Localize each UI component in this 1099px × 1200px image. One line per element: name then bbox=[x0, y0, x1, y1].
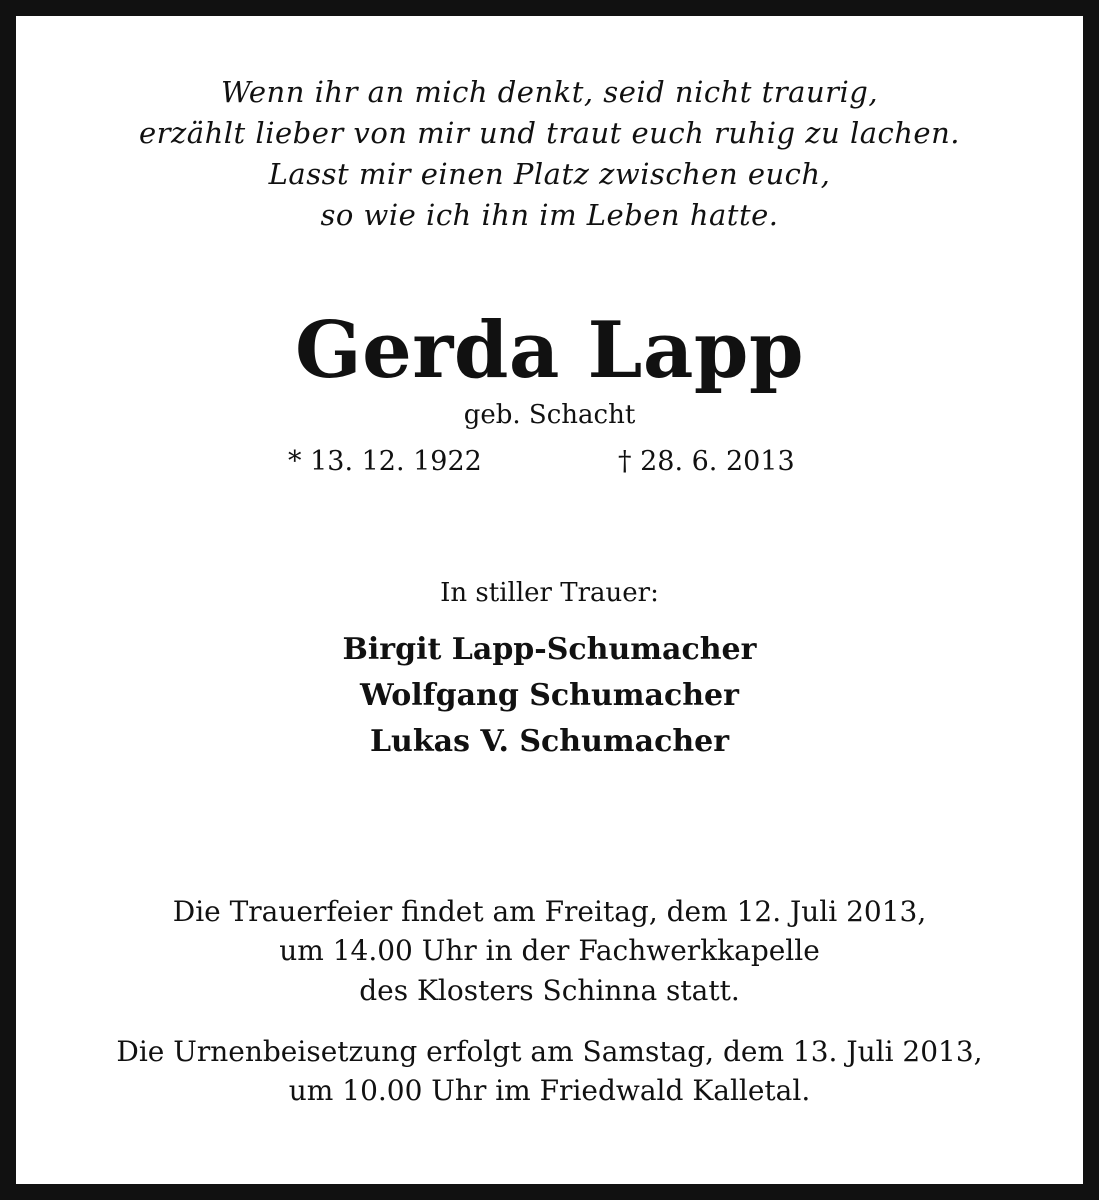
quote-line: so wie ich ihn im Leben hatte. bbox=[320, 198, 779, 232]
quote-line: Wenn ihr an mich denkt, seid nicht traurig, bbox=[220, 75, 879, 109]
deceased-name: Gerda Lapp bbox=[294, 305, 805, 396]
ceremony-line: des Klosters Schinna statt. bbox=[359, 974, 740, 1007]
burial-line: Die Urnenbeisetzung erfolgt am Samstag, dem 13. Juli 2013, bbox=[116, 1035, 983, 1068]
mourner-name: Birgit Lapp-Schumacher bbox=[342, 632, 757, 667]
birth-date: * 13. 12. 1922 bbox=[288, 446, 482, 477]
death-date: † 28. 6. 2013 bbox=[618, 446, 795, 477]
ceremony-line: um 14.00 Uhr in der Fachwerkkapelle bbox=[279, 934, 820, 967]
ceremony-line: Die Trauerfeier findet am Freitag, dem 12. Juli 2013, bbox=[172, 895, 927, 928]
mourner-name: Lukas V. Schumacher bbox=[369, 724, 730, 759]
mourner-name: Wolfgang Schumacher bbox=[360, 678, 739, 713]
quote-line: erzählt lieber von mir und traut euch ruhig zu lachen. bbox=[139, 116, 960, 150]
quote-line: Lasst mir einen Platz zwischen euch, bbox=[268, 157, 831, 191]
birth-name: geb. Schacht bbox=[463, 400, 636, 430]
burial-line: um 10.00 Uhr im Friedwald Kalletal. bbox=[288, 1074, 811, 1107]
mourning-heading: In stiller Trauer: bbox=[440, 578, 659, 608]
